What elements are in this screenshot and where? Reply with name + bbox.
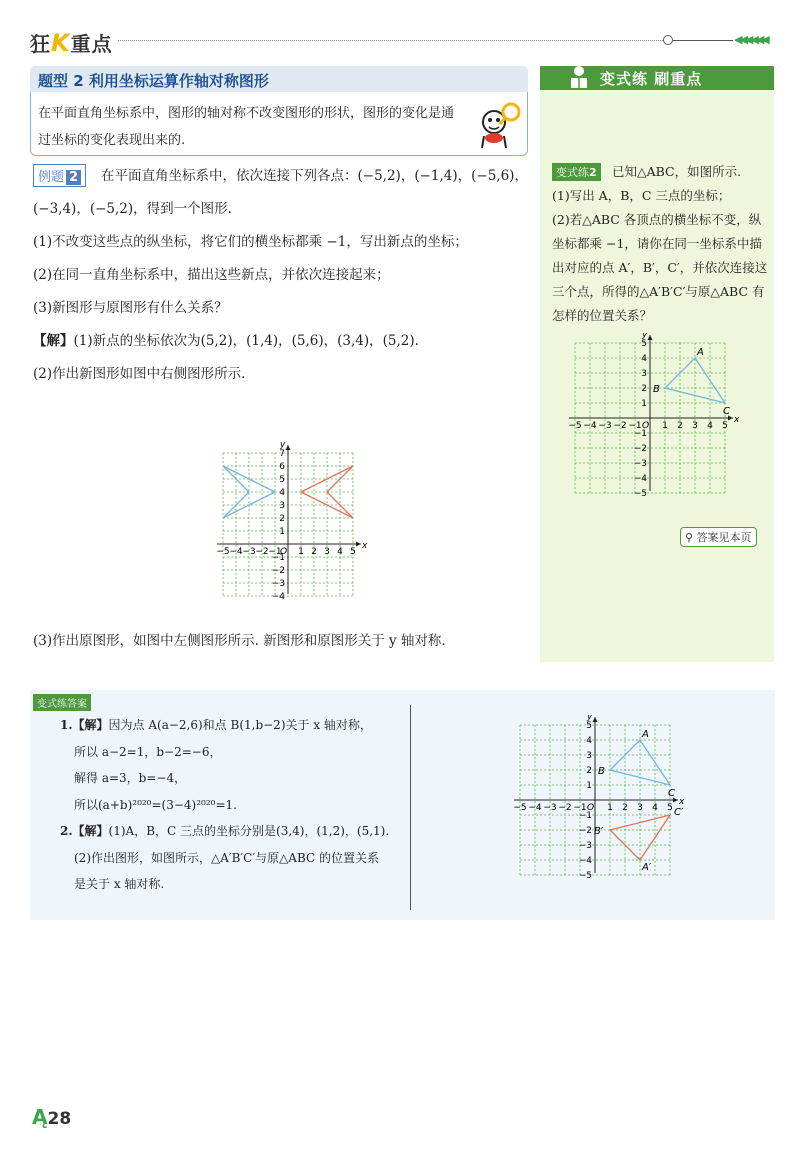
x-tick-label: −1 [268, 547, 282, 557]
y-tick-label: 7 [279, 449, 285, 459]
x-axis-label: x [679, 797, 685, 807]
x-axis-label: x [362, 541, 368, 551]
y-tick-label: 1 [641, 399, 647, 409]
vertex-label: C [723, 406, 730, 417]
answers-content [60, 712, 405, 898]
figure-3-graph [505, 715, 695, 895]
y-tick-label: −2 [578, 826, 592, 836]
vertex-label: C [668, 788, 675, 799]
origin-label: O [280, 547, 288, 557]
x-tick-label: 5 [722, 421, 728, 431]
x-tick-label: 2 [622, 803, 628, 813]
answer-2-line-1: 2.【解】(1)A，B，C 三点的坐标分别是(3,4)，(1,2)，(5,1). [60, 824, 390, 838]
x-axis-label: x [734, 415, 740, 425]
vertex-label: B [653, 384, 660, 395]
vertex-label: A′ [642, 862, 652, 873]
y-tick-label: 2 [279, 514, 285, 524]
vertex-label: B [598, 766, 605, 777]
vertex-label: A [642, 729, 649, 740]
y-tick-label: −3 [633, 459, 647, 469]
header-rule-right [673, 40, 733, 41]
y-tick-label: −1 [578, 811, 592, 821]
x-tick-label: −2 [255, 547, 269, 557]
y-tick-label: −2 [271, 566, 285, 576]
header-circle-icon [663, 35, 673, 45]
practice-question-2: (2)若△ABC 各顶点的横坐标不变，纵坐标都乘 −1，请你在同一坐标系中描出对应的点 A′，B′，C′，并依次连接这三个点，所得的△A′B′C′与原△ABC 有怎样的位置关系？ [552, 212, 768, 323]
y-axis-label: y [642, 333, 648, 340]
vertex-label: B′ [594, 826, 604, 837]
answers-tag: 变式练答案 [33, 694, 91, 711]
x-tick-label: 2 [311, 547, 317, 557]
section-title: 题型 2 利用坐标运算作轴对称图形 [38, 72, 269, 90]
y-tick-label: −2 [633, 444, 647, 454]
y-tick-label: 3 [586, 751, 592, 761]
origin-label: O [642, 421, 650, 431]
y-tick-label: 1 [586, 781, 592, 791]
x-tick-label: 1 [298, 547, 304, 557]
y-tick-label: 4 [641, 354, 647, 364]
x-tick-label: −3 [543, 803, 557, 813]
answer-link[interactable]: ⚲ 答案见本页 [680, 527, 757, 547]
practice-content [552, 160, 770, 328]
x-tick-label: 3 [637, 803, 643, 813]
y-axis-arrow [286, 445, 291, 450]
practice-panel-title: 变式练 刷重点 [600, 70, 703, 88]
y-tick-label: 5 [279, 475, 285, 485]
answer-2-line-3: 是关于 x 轴对称. [74, 877, 165, 891]
y-axis-label: y [587, 715, 593, 722]
example-answer-3: (3)作出原图形，如图中左侧图形所示. 新图形和原图形关于 y 轴对称. [33, 633, 446, 649]
x-tick-label: 1 [607, 803, 613, 813]
x-tick-label: 3 [324, 547, 330, 557]
example-question-2: (2)在同一直角坐标系中，描出这些新点，并依次连接起来； [33, 267, 390, 283]
example-answer-1: 【解】(1)新点的坐标依次为(5,2)，(1,4)，(5,6)，(3,4)，(5,2). [33, 333, 419, 349]
x-tick-label: 5 [667, 803, 673, 813]
y-tick-label: 2 [586, 766, 592, 776]
x-tick-label: −1 [573, 803, 587, 813]
answer-1-line-4: 所以(a+b)²⁰²⁰=(3−4)²⁰²⁰=1. [74, 797, 237, 812]
y-tick-label: 5 [586, 721, 592, 731]
brand-logo: 狂K重点 [30, 29, 113, 57]
x-tick-label: 3 [692, 421, 698, 431]
x-tick-label: −4 [229, 547, 243, 557]
x-tick-label: 5 [350, 547, 356, 557]
y-tick-label: −1 [633, 429, 647, 439]
x-axis-arrow [356, 542, 361, 547]
x-tick-label: −5 [568, 421, 582, 431]
x-tick-label: −3 [598, 421, 612, 431]
y-tick-label: 3 [641, 369, 647, 379]
y-tick-label: 3 [279, 501, 285, 511]
example-intro: 在平面直角坐标系中，依次连接下列各点：(−5,2)，(−1,4)，(−5,6)，(−3,4)，(−5,2)，得到一个图形. [33, 168, 528, 217]
y-tick-label: −5 [633, 489, 647, 499]
y-tick-label: 2 [641, 384, 647, 394]
page-number: Ą28 [32, 1105, 72, 1129]
solution-label: 【解】 [33, 333, 74, 349]
header-arrows-icon: ◀◀◀◀◀◀ [734, 33, 767, 46]
x-tick-label: 4 [707, 421, 713, 431]
y-axis-arrow [648, 335, 653, 340]
x-tick-label: 1 [662, 421, 668, 431]
vertex-label: C′ [674, 807, 684, 818]
y-tick-label: −1 [271, 553, 285, 563]
y-tick-label: −3 [578, 841, 592, 851]
y-tick-label: 4 [586, 736, 592, 746]
figure-1-graph [200, 425, 378, 603]
x-tick-label: 4 [337, 547, 343, 557]
answer-2-line-2: (2)作出图形，如图所示，△A′B′C′与原△ABC 的位置关系 [74, 850, 379, 865]
x-tick-label: −1 [628, 421, 642, 431]
x-tick-label: −4 [528, 803, 542, 813]
figure-2-graph [560, 333, 750, 513]
y-tick-label: −5 [578, 871, 592, 881]
y-tick-label: −4 [578, 856, 592, 866]
student-reading-icon [565, 64, 593, 90]
y-tick-label: −4 [633, 474, 647, 484]
y-axis-arrow [593, 717, 598, 722]
x-tick-label: −3 [242, 547, 256, 557]
y-axis-label: y [280, 440, 286, 450]
lightbulb-icon: ⚲ [685, 531, 697, 544]
y-tick-label: −3 [271, 579, 285, 589]
example-tag: 例题 2 [33, 164, 86, 187]
page-logo-icon: Ą [32, 1105, 48, 1129]
example-answer-2: (2)作出新图形如图中右侧图形所示. [33, 366, 246, 382]
answer-1-line-2: 所以 a−2=1，b−2=−6， [74, 744, 222, 759]
y-tick-label: −4 [271, 592, 285, 602]
vertex-label: A [697, 347, 704, 358]
y-tick-label: 1 [279, 527, 285, 537]
answers-divider [410, 705, 411, 910]
y-tick-label: 5 [641, 339, 647, 349]
section-description: 在平面直角坐标系中，图形的轴对称不改变图形的形状，图形的变化是通过坐标的变化表现出来的. [38, 106, 455, 148]
example-question-1: (1)不改变这些点的纵坐标，将它们的横坐标都乘 −1，写出新点的坐标； [33, 234, 468, 250]
x-tick-label: 2 [677, 421, 683, 431]
x-tick-label: 4 [652, 803, 658, 813]
x-tick-label: −2 [558, 803, 572, 813]
x-tick-label: −2 [613, 421, 627, 431]
x-tick-label: −4 [583, 421, 597, 431]
practice-question-1: (1)写出 A，B，C 三点的坐标； [552, 188, 731, 203]
y-tick-label: 6 [279, 462, 285, 472]
example-question-3: (3)新图形与原图形有什么关系？ [33, 300, 228, 316]
practice-tag: 变式练2 [552, 163, 601, 181]
answer-1-line-3: 解得 a=3，b=−4， [74, 771, 187, 785]
x-tick-label: −5 [513, 803, 527, 813]
answer-1-line-1: 1.【解】因为点 A(a−2,6)和点 B(1,b−2)关于 x 轴对称， [60, 718, 372, 732]
mascot-magnifier-icon [470, 96, 526, 152]
x-tick-label: −5 [216, 547, 230, 557]
origin-label: O [587, 803, 595, 813]
practice-intro: 已知△ABC，如图所示. [612, 164, 742, 179]
y-tick-label: 4 [279, 488, 285, 498]
header-rule [118, 40, 663, 41]
